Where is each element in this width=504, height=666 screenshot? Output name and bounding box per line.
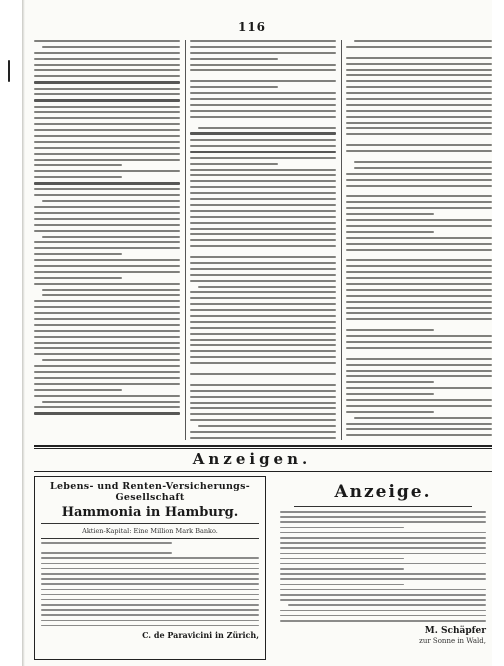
text-line [346, 219, 492, 221]
text-line [34, 170, 180, 172]
text-line [280, 542, 486, 544]
text-line [280, 563, 486, 565]
text-line [34, 324, 180, 326]
text-line [280, 620, 486, 622]
text-line [34, 283, 180, 285]
text-line [280, 584, 404, 586]
text-line [346, 393, 434, 395]
text-line [346, 127, 492, 129]
text-line [34, 312, 180, 314]
ad-divider [41, 538, 259, 539]
text-line [280, 578, 486, 580]
ad-body-text [274, 511, 492, 622]
text-line [190, 373, 336, 375]
text-line [280, 615, 486, 617]
text-line [34, 176, 122, 178]
text-line [280, 516, 486, 518]
text-line [280, 594, 486, 596]
text-line [190, 69, 336, 71]
text-line [346, 283, 492, 285]
ad-agent-name: C. de Paravicini in Zürich, [142, 630, 259, 641]
text-line [34, 106, 180, 108]
text-line [34, 141, 180, 143]
column-3 [346, 40, 492, 440]
text-line [190, 407, 336, 409]
text-line [41, 594, 259, 596]
ad-title: Lebens- und Renten-Versicherungs-Gesellschaft [49, 481, 250, 503]
text-line [34, 224, 180, 226]
text-line [346, 347, 492, 349]
text-line [190, 333, 336, 335]
text-line [41, 573, 259, 575]
text-line [41, 563, 259, 565]
ad-signer-name: M. Schäpfer [424, 625, 486, 636]
text-line [346, 144, 492, 146]
text-line [190, 390, 336, 392]
text-line [346, 213, 434, 215]
text-line [42, 289, 180, 291]
text-line [190, 396, 336, 398]
text-line [34, 247, 180, 249]
text-line [34, 230, 180, 232]
text-line [190, 309, 336, 311]
text-line [346, 423, 492, 425]
text-line [190, 151, 336, 153]
text-line [346, 110, 492, 112]
text-line [190, 216, 336, 218]
text-line [280, 547, 486, 549]
text-line [34, 75, 180, 77]
text-line [190, 256, 336, 258]
text-line [41, 604, 259, 606]
text-line [190, 80, 336, 82]
text-line [190, 104, 336, 106]
text-line [190, 98, 336, 100]
text-line [190, 356, 336, 358]
text-line [354, 161, 492, 163]
text-line [34, 412, 180, 414]
text-line [280, 589, 486, 591]
text-line [41, 614, 259, 616]
text-line [346, 289, 492, 291]
text-line [346, 271, 492, 273]
text-line [346, 265, 492, 267]
text-line [346, 329, 434, 331]
text-line [34, 153, 180, 155]
text-line [346, 207, 492, 209]
text-line [190, 339, 336, 341]
text-line [346, 98, 492, 100]
text-line [190, 210, 336, 212]
text-line [280, 532, 486, 534]
text-line [34, 347, 180, 349]
text-line [346, 307, 492, 309]
text-line [190, 362, 336, 364]
text-line [346, 185, 492, 187]
text-line [190, 58, 278, 60]
text-line [41, 609, 259, 611]
text-line [34, 342, 180, 344]
text-line [190, 239, 336, 241]
text-line [354, 167, 492, 169]
text-line [346, 92, 492, 94]
text-line [190, 86, 278, 88]
text-line [346, 195, 492, 197]
text-line [42, 236, 180, 238]
text-line [34, 253, 122, 255]
text-line [42, 401, 180, 403]
text-line [346, 46, 492, 48]
text-line [190, 145, 336, 147]
text-line [346, 335, 492, 337]
text-line [280, 521, 486, 523]
text-line [346, 104, 492, 106]
ad-title: Anzeige. [334, 482, 432, 502]
text-line [190, 174, 336, 176]
text-line [346, 179, 492, 181]
text-line [41, 625, 259, 627]
text-line [34, 111, 180, 113]
text-line [190, 402, 336, 404]
text-line [34, 300, 180, 302]
text-line [346, 122, 492, 124]
text-line [42, 46, 180, 48]
text-line [190, 180, 336, 182]
text-line [34, 52, 180, 54]
text-line [34, 64, 180, 66]
text-line [34, 259, 180, 261]
text-line [190, 64, 336, 66]
text-line [346, 57, 492, 59]
section-rule [34, 445, 492, 447]
text-line [346, 411, 434, 413]
text-line [34, 306, 180, 308]
text-line [34, 389, 122, 391]
text-line [34, 336, 180, 338]
text-line [346, 399, 492, 401]
text-line [190, 321, 336, 323]
text-line [34, 206, 180, 208]
text-line [34, 406, 180, 408]
text-line [34, 182, 180, 184]
text-line [190, 291, 336, 293]
text-line [346, 80, 492, 82]
text-line [346, 301, 492, 303]
text-line [190, 384, 336, 386]
text-line [190, 431, 336, 433]
text-line [41, 542, 172, 544]
text-line [34, 58, 180, 60]
ad-company-name: Hammonia in Hamburg. [61, 505, 239, 520]
text-line [34, 271, 180, 273]
text-line [346, 231, 434, 233]
text-line [346, 364, 492, 366]
text-line [280, 537, 486, 539]
text-line [41, 599, 259, 601]
text-line [346, 116, 492, 118]
text-line [280, 527, 404, 529]
text-line [34, 99, 180, 101]
column-divider [185, 40, 186, 440]
article-columns [34, 40, 492, 440]
text-line [198, 286, 336, 288]
text-line [346, 277, 492, 279]
text-line [346, 69, 492, 71]
text-line [34, 318, 180, 320]
text-line [42, 200, 180, 202]
text-line [190, 350, 336, 352]
text-line [34, 371, 180, 373]
text-line [346, 318, 492, 320]
text-line [34, 383, 180, 385]
text-line [346, 405, 492, 407]
text-line [34, 212, 180, 214]
ad-signer-location: zur Sonne in Wald, [419, 636, 486, 645]
text-line [190, 344, 336, 346]
text-line [190, 233, 336, 235]
text-line [190, 274, 336, 276]
text-line [34, 277, 122, 279]
text-line [34, 159, 180, 161]
text-line [346, 387, 492, 389]
column-2 [190, 40, 336, 440]
text-line [34, 93, 180, 95]
paragraph-gap [190, 122, 336, 127]
text-line [42, 359, 180, 361]
text-line [41, 552, 172, 554]
text-line [34, 365, 180, 367]
text-line [34, 81, 180, 83]
text-line [346, 295, 492, 297]
section-rule [34, 471, 492, 472]
text-line [34, 135, 180, 137]
ad-capital-line: Aktien-Kapital: Eine Million Mark Banko. [82, 527, 218, 535]
text-line [346, 173, 492, 175]
text-line [34, 164, 122, 166]
text-line [190, 46, 336, 48]
ad-divider [294, 506, 472, 507]
text-line [34, 40, 180, 42]
text-line [190, 110, 336, 112]
text-line [346, 249, 492, 251]
text-line [346, 201, 492, 203]
text-line [190, 192, 336, 194]
text-line [190, 186, 336, 188]
text-line [190, 40, 336, 42]
text-line [346, 358, 492, 360]
text-line [41, 578, 259, 580]
ad-body-text [41, 542, 259, 626]
text-line [190, 163, 278, 165]
text-line [34, 123, 180, 125]
text-line [190, 268, 336, 270]
text-line [346, 341, 492, 343]
text-line [280, 610, 486, 612]
text-line [41, 620, 259, 622]
text-line [34, 218, 180, 220]
text-line [190, 132, 336, 134]
text-line [198, 127, 336, 129]
text-line [346, 370, 492, 372]
text-line [190, 262, 336, 264]
text-line [346, 375, 492, 377]
text-line [346, 225, 492, 227]
text-line [190, 280, 336, 282]
text-line [190, 245, 336, 247]
notice-advertisement [274, 476, 492, 658]
text-line [190, 198, 336, 200]
text-line [190, 315, 336, 317]
text-line [34, 69, 180, 71]
text-line [34, 147, 180, 149]
text-line [346, 381, 434, 383]
ad-divider [41, 523, 259, 524]
text-line [34, 117, 180, 119]
text-line [346, 133, 492, 135]
text-line [190, 92, 336, 94]
text-line [34, 241, 180, 243]
text-line [190, 204, 336, 206]
text-line [190, 327, 336, 329]
text-line [280, 558, 404, 560]
text-line [190, 437, 336, 439]
text-line [190, 52, 336, 54]
column-divider [341, 40, 342, 440]
text-line [346, 86, 492, 88]
text-line [346, 237, 492, 239]
text-line [346, 150, 492, 152]
text-line [280, 568, 404, 570]
text-line [41, 568, 259, 570]
text-line [190, 222, 336, 224]
fold-mark [8, 60, 10, 82]
text-line [346, 243, 492, 245]
text-line [346, 259, 492, 261]
text-line [41, 557, 259, 559]
text-line [190, 228, 336, 230]
text-line [34, 353, 180, 355]
text-line [34, 188, 180, 190]
text-line [34, 377, 180, 379]
text-line [354, 417, 492, 419]
text-line [190, 303, 336, 305]
text-line [354, 40, 492, 42]
text-line [346, 74, 492, 76]
text-line [190, 297, 336, 299]
text-line [34, 88, 180, 90]
section-rule [34, 448, 492, 449]
text-line [280, 511, 486, 513]
text-line [346, 63, 492, 65]
text-line [190, 169, 336, 171]
text-line [34, 330, 180, 332]
text-line [190, 116, 336, 118]
text-line [190, 139, 336, 141]
text-line [198, 425, 336, 427]
text-line [190, 157, 336, 159]
scan-edge [22, 0, 25, 666]
text-line [346, 312, 492, 314]
text-line [280, 573, 486, 575]
text-line [42, 294, 180, 296]
text-line [41, 589, 259, 591]
insurance-advertisement [34, 476, 266, 660]
text-line [34, 129, 180, 131]
text-line [34, 194, 180, 196]
text-line [41, 583, 259, 585]
column-1 [34, 40, 180, 440]
text-line [346, 428, 492, 430]
text-line [34, 265, 180, 267]
text-line [190, 419, 336, 421]
text-line [34, 395, 180, 397]
text-line [346, 434, 492, 436]
text-line [280, 599, 486, 601]
ads-heading: Anzeigen. [192, 450, 312, 468]
page-number: 116 [237, 20, 267, 34]
text-line [288, 604, 486, 606]
text-line [190, 413, 336, 415]
text-line [280, 553, 486, 555]
